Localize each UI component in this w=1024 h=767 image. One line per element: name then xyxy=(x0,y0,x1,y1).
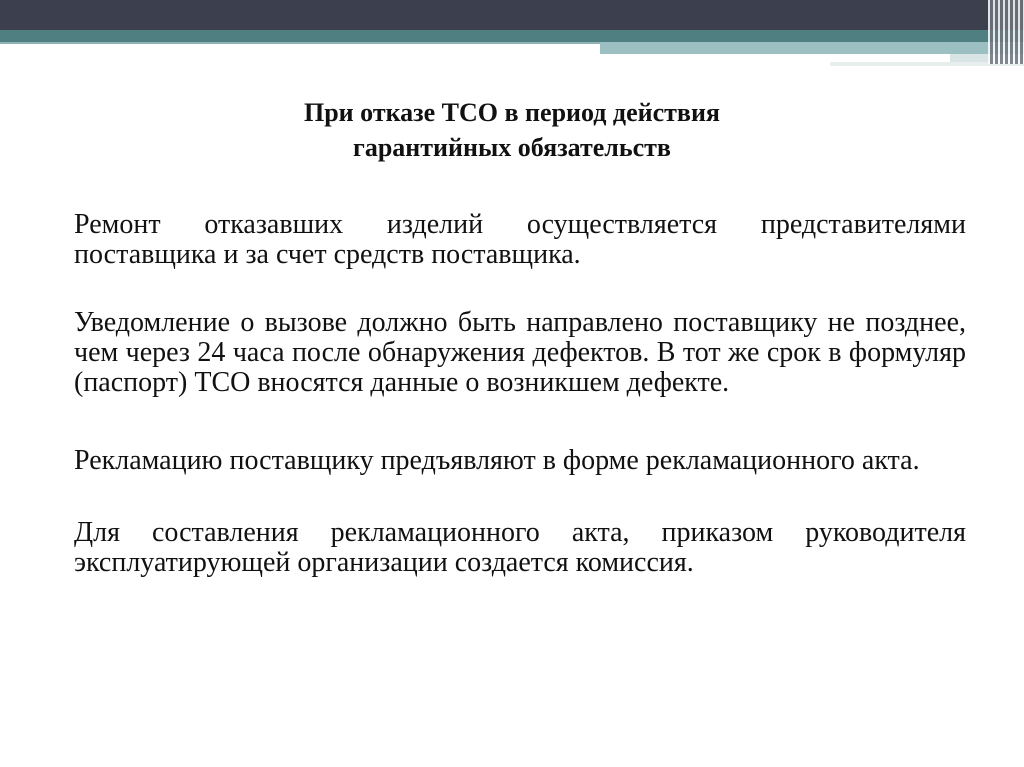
header-bar-dark xyxy=(0,0,1024,30)
slide-title-line-2: гарантийных обязательств xyxy=(353,133,671,162)
paragraph-notification: Уведомление о вызове должно быть направлено поставщику не позднее, чем через 24 часа после обнаружения дефектов. В тот же срок в формуляр (паспорт) ТСО вносятся данные о возникшем дефекте. xyxy=(74,307,966,398)
slide-title xyxy=(170,95,854,165)
paragraph-repair: Ремонт отказавших изделий осуществляется представителями поставщика и за счет средств поставщика. xyxy=(74,209,966,270)
header-stripes-decoration xyxy=(988,0,1024,64)
paragraph-commission: Для составления рекламационного акта, приказом руководителя эксплуатирующей организации создается комиссия. xyxy=(74,517,966,578)
header-bar-teal xyxy=(0,30,1024,42)
header-bar-shadow xyxy=(0,42,600,44)
slide-title-line-1: При отказе ТСО в период действия xyxy=(304,98,720,127)
header-bar-teal-light xyxy=(600,42,1024,54)
paragraph-claim: Рекламацию поставщику предъявляют в форме рекламационного акта. xyxy=(74,445,920,476)
slide-body xyxy=(74,210,966,616)
